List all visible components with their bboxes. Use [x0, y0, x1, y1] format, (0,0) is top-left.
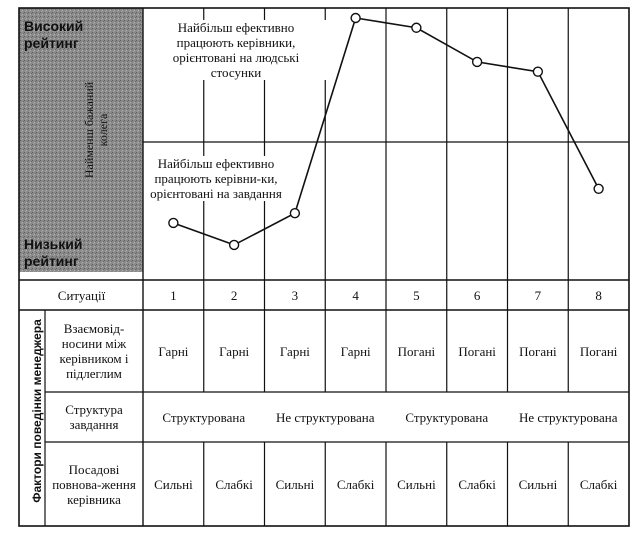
factor-cell-r2-c4: Не структурована	[519, 409, 618, 425]
factor-cell-r1-c7: Погані	[519, 343, 557, 359]
situations-header: Ситуації	[57, 287, 106, 303]
data-point-situation-6	[473, 57, 482, 66]
situation-number-5: 5	[413, 287, 420, 303]
factor-cell-r3-c5: Сильні	[397, 476, 436, 492]
situation-number-4: 4	[352, 287, 359, 303]
factor-cell-r1-c8: Погані	[579, 343, 618, 359]
annotation-relations-oriented: Найбільш ефективно працюють керівники, орієнтовані на людські стосунки	[146, 20, 326, 80]
factor-cell-r3-c1: Сильні	[154, 476, 193, 492]
factor-cell-r2-c2: Не структурована	[276, 409, 375, 425]
factor-cell-r3-c6: Слабкі	[458, 476, 496, 492]
lpc-label-line1: Найменш бажаний	[82, 81, 96, 179]
factor-row-label-2: Структура завдання	[65, 402, 123, 432]
factor-cell-r1-c5: Погані	[397, 343, 436, 359]
factor-cell-r3-c4: Слабкі	[336, 476, 375, 492]
data-point-situation-3	[290, 209, 299, 218]
factor-row-label-1: Взаємовід-носини між керівником і підлеглим	[59, 321, 129, 381]
factor-cell-r2-c3: Структурована	[405, 409, 489, 425]
factor-cell-r1-c6: Погані	[458, 343, 496, 359]
data-point-situation-7	[533, 67, 542, 76]
situation-number-3: 3	[291, 287, 299, 303]
factor-cell-r2-c1: Структурована	[162, 409, 246, 425]
factor-cell-r3-c7: Сильні	[518, 476, 558, 492]
data-point-situation-8	[594, 184, 603, 193]
factor-cell-r1-c3: Гарні	[279, 343, 310, 359]
factor-cell-r1-c2: Гарні	[219, 343, 250, 359]
factor-cell-r3-c8: Слабкі	[579, 476, 618, 492]
factor-row-label-3: Посадові повнова-ження керівника	[52, 461, 136, 507]
lpc-label-line2: колега	[96, 113, 110, 147]
situation-number-7: 7	[534, 287, 542, 303]
situation-number-6: 6	[473, 287, 481, 303]
situation-number-1: 1	[170, 287, 177, 303]
factor-cell-r1-c1: Гарні	[158, 343, 189, 359]
factor-cell-r3-c3: Сильні	[275, 476, 315, 492]
data-point-situation-2	[230, 240, 239, 249]
lpc-axis-label	[82, 80, 114, 180]
factor-cell-r3-c2: Слабкі	[215, 476, 253, 492]
data-point-situation-4	[351, 14, 360, 23]
annotation-task-oriented: Найбільш ефективно працюють керівни-ки, орієнтовані на завдання	[148, 156, 284, 201]
situation-number-8: 8	[595, 287, 602, 303]
situation-number-2: 2	[230, 287, 238, 303]
data-point-situation-5	[412, 23, 421, 32]
rating-high-label: Високий рейтинг	[24, 18, 84, 51]
factor-cell-r1-c4: Гарні	[340, 343, 371, 359]
rating-low-label: Низький рейтинг	[24, 236, 83, 269]
data-point-situation-1	[169, 218, 178, 227]
factors-label: Фактори поведінки менеджера	[30, 319, 44, 503]
